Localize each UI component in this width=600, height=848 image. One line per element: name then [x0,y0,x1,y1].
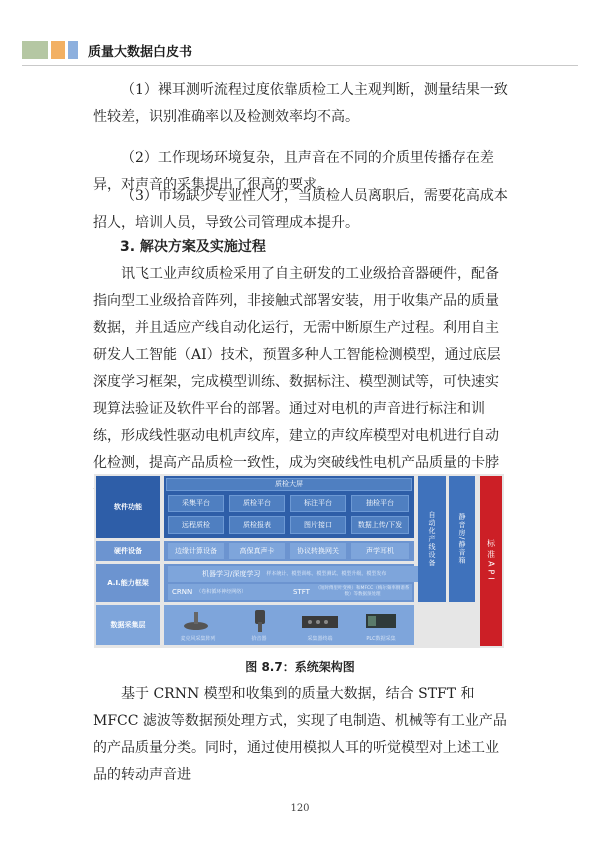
header-divider [22,65,578,66]
page-number: 120 [290,803,310,814]
collector-terminal-icon [300,612,340,632]
device-label-2: 拾音器 [251,636,267,642]
software-item-7: 图片接口 [290,516,346,534]
ai-ml-box [168,566,443,582]
software-item-3: 标注平台 [290,495,346,512]
hardware-item-1: 边缘计算设备 [168,543,224,559]
side-col-silent-room: 静音房/静音箱 [449,476,475,602]
software-item-6: 质检报表 [229,516,285,534]
header-decor-green [22,41,48,59]
ai-stft-box [290,584,412,600]
big-screen-box: 质检大屏 [166,478,412,491]
paragraph-5: 基于 CRNN 模型和收集到的质量大数据，结合 STFT 和 MFCC 滤波等数据预处理方式，实现了电制造、机械等有工业产品的产品质量分类。同时，通过使用模拟人耳的听觉模型对上述工业品的转动声音进 [93,686,507,783]
software-item-4: 抽检平台 [351,495,409,512]
software-item-1: 采集平台 [168,495,224,512]
device-label-1: 麦克风采集阵列 [180,636,216,642]
ai-stft-label: STFT [293,587,310,596]
pickup-device-icon [250,608,270,634]
figure-caption: 图 8.7：系统架构图 [245,660,355,674]
paragraph-1: （1）裸耳测听流程过度依靠质检工人主观判断，测量结果一致性较差，识别准确率以及检测效率均不高。 [93,82,508,125]
ai-ml-label: 机器学习/深度学习 [202,569,261,578]
device-label-3: 采集器终端 [307,636,333,642]
architecture-diagram [94,474,504,648]
hardware-item-4: 声学耳机 [351,543,409,559]
header-decor-blue [68,41,78,59]
layer-label-ai: A.I.能力框架 [96,564,160,602]
ai-ml-sub: 样本统计、模型训练、模型测试、模型升级、模型发布 [266,570,387,577]
layer-label-software: 软件功能 [96,476,160,538]
paragraph-3: （3）市场缺少专业性人才，当质检人员离职后，需要花高成本招人，培训人员，导致公司管理成本提升。 [93,188,508,231]
hardware-item-2: 高保真声卡 [229,543,285,559]
header-title: 质量大数据白皮书 [88,44,193,60]
side-col-production-line: 自动化产线设备 [418,476,446,602]
mic-array-icon [182,610,210,632]
ai-crnn-sub: （卷积循环神经网络） [196,588,247,595]
plc-device-icon [364,610,398,632]
layer-label-hardware: 硬件设备 [96,541,160,561]
paragraph-4: 讯飞工业声纹质检采用了自主研发的工业级拾音器硬件，配备指向型工业级拾音阵列，非接触式部署安装，用于收集产品的质量数据，并且适应产线自动化运行，无需中断原生产过程。利用自主研发人工智能（AI）技术，预置多种人工智能检测模型，通过底层深度学习框架，完成模型训练、数据标注、模型测试等，可快速实现算法验证及软件平台的部署。通过对电机的声音进行标注和训练，形成线性驱动电机声纹库，建立的声纹库模型对电机进行自动化检测，提高产品质检一致性，成为突破线性电机产品质量的卡脖 [93,266,501,471]
ai-crnn-box [168,584,290,600]
software-item-5: 远程质检 [168,516,224,534]
section-heading: 3. 解决方案及实施过程 [120,239,266,255]
paragraph-2: （2）工作现场环境复杂，且声音在不同的介质里传播存在差异，对声音的采集提出了很高的要求。 [93,150,494,193]
hardware-item-3: 协议转换网关 [290,543,346,559]
ai-stft-sub: （短时傅里叶变换）和MFCC（梅尔频率倒谱系数）等数据预处理 [315,586,410,597]
api-column: 标准API [480,476,502,646]
page-header [22,40,192,60]
device-label-4: PLC数据采集 [366,636,396,642]
ai-crnn-label: CRNN [172,587,193,596]
layer-label-data: 数据采集层 [96,605,160,645]
software-item-8: 数据上传/下发 [351,516,409,534]
software-item-2: 质检平台 [229,495,285,512]
header-decor-orange [51,41,65,59]
